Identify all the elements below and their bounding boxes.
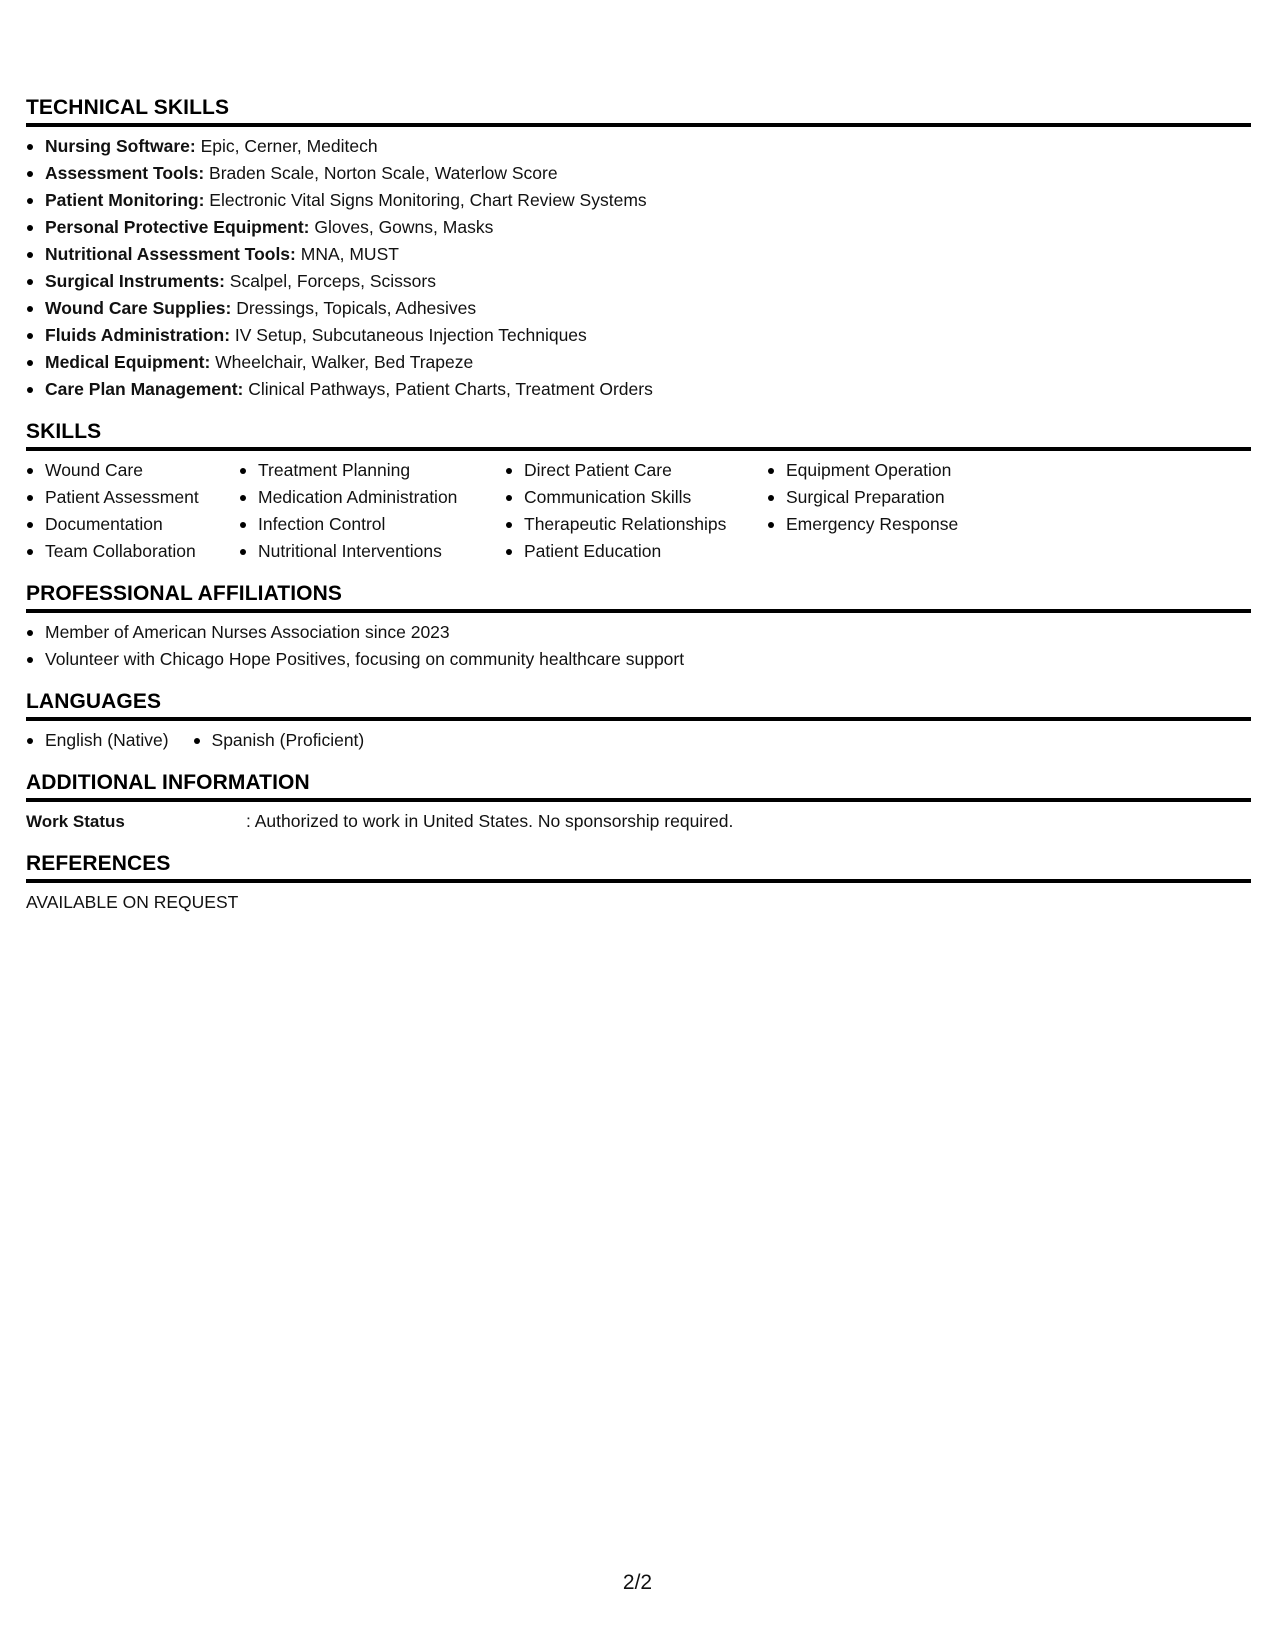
section-title: SKILLS <box>26 420 102 443</box>
references-section <box>26 850 1251 916</box>
references-text: AVAILABLE ON REQUEST <box>26 892 239 912</box>
list-item <box>26 160 1251 187</box>
item-label: Nutritional Assessment Tools: <box>45 244 296 264</box>
affiliations-section <box>26 580 1251 673</box>
list-item <box>26 241 1251 268</box>
list-item: Infection Control <box>239 511 505 538</box>
item-value: Epic, Cerner, Meditech <box>195 136 378 156</box>
item-label: Assessment Tools: <box>45 163 205 183</box>
list-item: Team Collaboration <box>26 538 239 565</box>
item-label: Patient Monitoring: <box>45 190 205 210</box>
item-label: Personal Protective Equipment: <box>45 217 310 237</box>
languages-section <box>26 688 1251 754</box>
list-item: Wound Care <box>26 457 239 484</box>
item-value: Dressings, Topicals, Adhesives <box>231 298 477 318</box>
item-label: Wound Care Supplies: <box>45 298 232 318</box>
section-divider <box>26 609 1251 613</box>
list-item: Volunteer with Chicago Hope Positives, focusing on community healthcare support <box>26 646 1251 673</box>
list-item: Spanish (Proficient) <box>193 727 365 754</box>
item-value: Scalpel, Forceps, Scissors <box>224 271 436 291</box>
list-item: Nutritional Interventions <box>239 538 505 565</box>
skills-column <box>767 457 1027 565</box>
section-title: PROFESSIONAL AFFILIATIONS <box>26 582 342 605</box>
list-item: Emergency Response <box>767 511 1027 538</box>
list-item: Member of American Nurses Association since 2023 <box>26 619 1251 646</box>
work-status-value: : Authorized to work in United States. No sponsorship required. <box>246 811 734 831</box>
list-item <box>26 349 1251 376</box>
list-item <box>26 376 1251 403</box>
skills-column <box>505 457 767 565</box>
item-value: Clinical Pathways, Patient Charts, Treatment Orders <box>243 379 653 399</box>
list-item: Patient Assessment <box>26 484 239 511</box>
list-item: Surgical Preparation <box>767 484 1027 511</box>
section-divider <box>26 123 1251 127</box>
item-label: Medical Equipment: <box>45 352 211 372</box>
section-title: ADDITIONAL INFORMATION <box>26 771 310 794</box>
list-item: Patient Education <box>505 538 767 565</box>
list-item: Equipment Operation <box>767 457 1027 484</box>
page-number: 2/2 <box>622 1571 653 1594</box>
list-item <box>26 214 1251 241</box>
list-item <box>26 133 1251 160</box>
list-item <box>26 322 1251 349</box>
resume-page <box>26 94 1251 931</box>
list-item: Treatment Planning <box>239 457 505 484</box>
technical-skills-section <box>26 94 1251 403</box>
section-divider <box>26 798 1251 802</box>
skills-grid <box>26 457 1251 565</box>
item-label: Surgical Instruments: <box>45 271 225 291</box>
section-divider <box>26 447 1251 451</box>
section-divider <box>26 879 1251 883</box>
list-item <box>26 268 1251 295</box>
languages-list <box>26 727 1251 754</box>
work-status-row <box>26 808 1251 835</box>
section-title: REFERENCES <box>26 852 171 875</box>
skills-column <box>26 457 239 565</box>
item-value: MNA, MUST <box>295 244 399 264</box>
additional-info-section <box>26 769 1251 835</box>
list-item: Therapeutic Relationships <box>505 511 767 538</box>
work-status-label: Work Status <box>26 812 125 831</box>
list-item: Documentation <box>26 511 239 538</box>
item-value: Gloves, Gowns, Masks <box>309 217 494 237</box>
section-title: LANGUAGES <box>26 690 162 713</box>
item-value: Electronic Vital Signs Monitoring, Chart Review Systems <box>204 190 647 210</box>
item-value: IV Setup, Subcutaneous Injection Techniques <box>230 325 587 345</box>
technical-skills-list <box>26 133 1251 403</box>
affiliations-list <box>26 619 1251 673</box>
list-item: Medication Administration <box>239 484 505 511</box>
list-item: Direct Patient Care <box>505 457 767 484</box>
list-item: Communication Skills <box>505 484 767 511</box>
item-value: Braden Scale, Norton Scale, Waterlow Score <box>204 163 558 183</box>
section-title: TECHNICAL SKILLS <box>26 96 230 119</box>
item-value: Wheelchair, Walker, Bed Trapeze <box>210 352 474 372</box>
item-label: Fluids Administration: <box>45 325 231 345</box>
section-divider <box>26 717 1251 721</box>
list-item <box>26 295 1251 322</box>
skills-section <box>26 418 1251 565</box>
list-item: English (Native) <box>26 727 169 754</box>
skills-column <box>239 457 505 565</box>
item-label: Care Plan Management: <box>45 379 244 399</box>
list-item <box>26 187 1251 214</box>
item-label: Nursing Software: <box>45 136 196 156</box>
